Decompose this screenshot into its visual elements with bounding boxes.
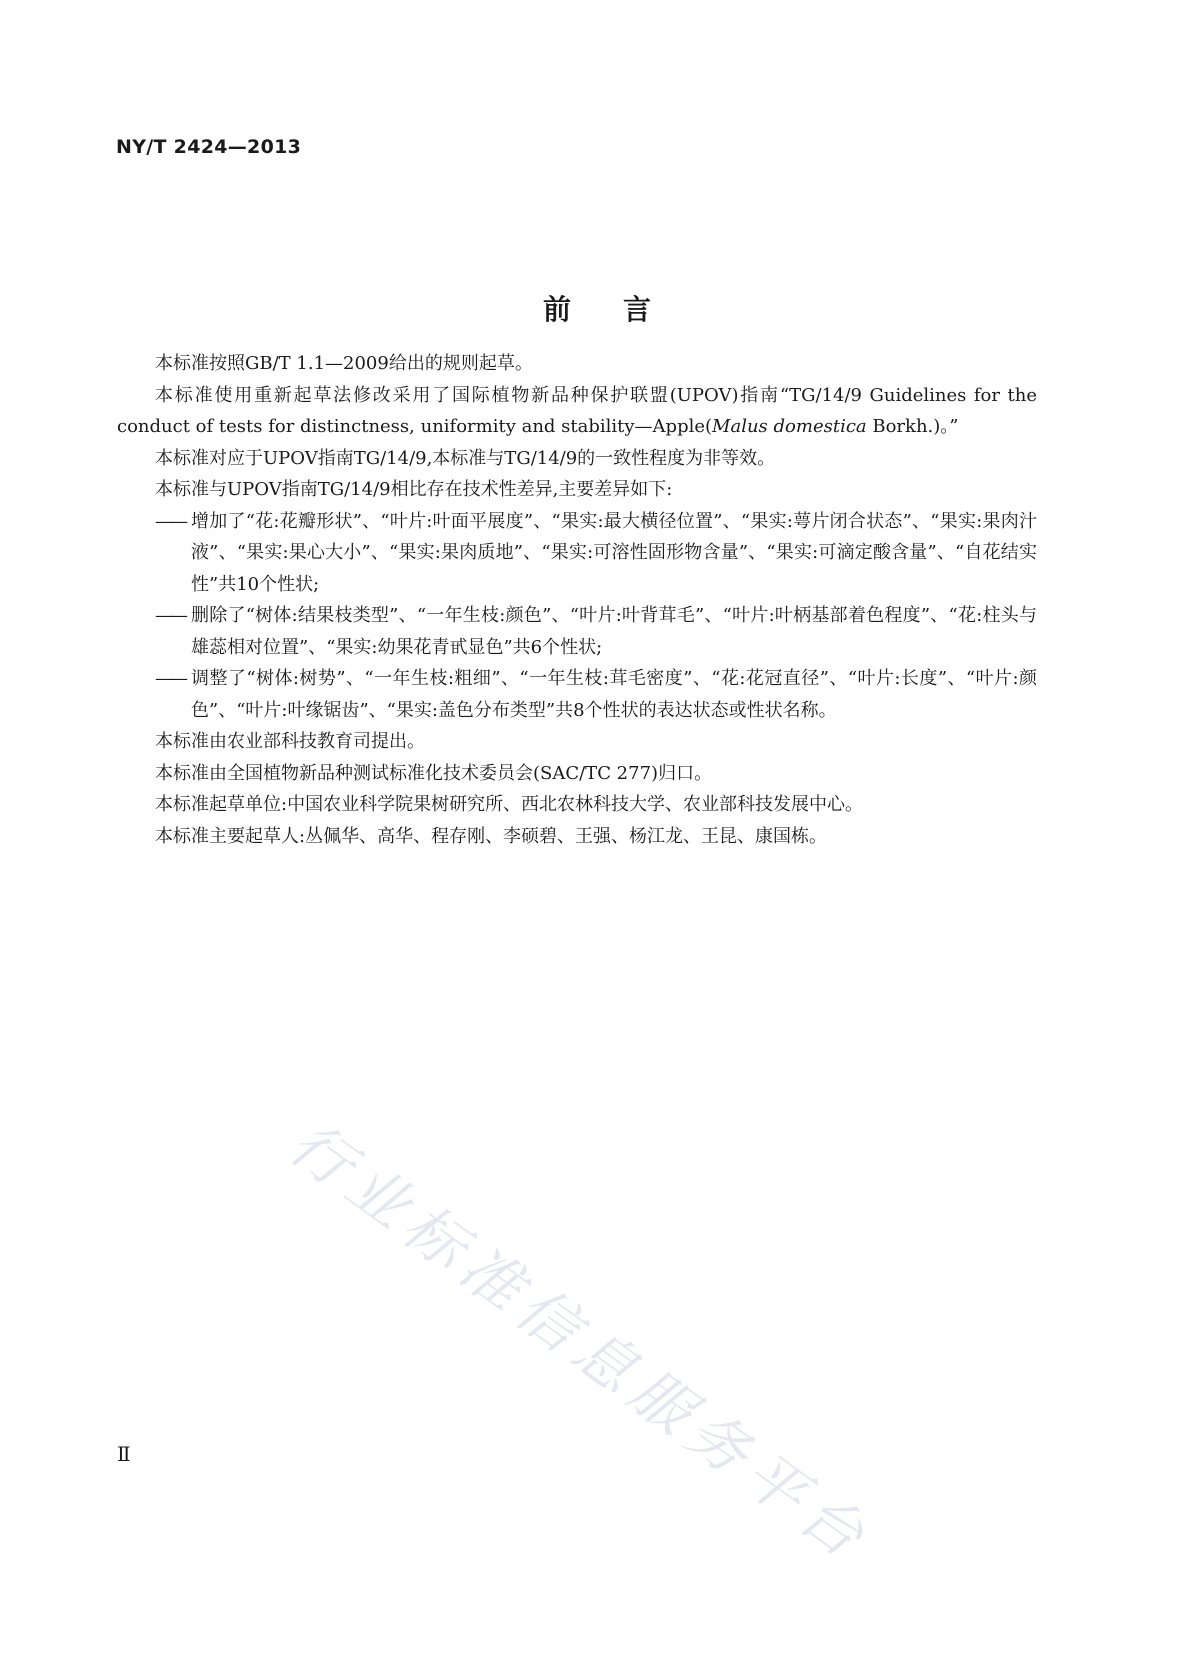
- dash-marker: ——: [155, 605, 185, 626]
- dash-marker: ——: [155, 510, 185, 532]
- standard-code: NY/T 2424—2013: [116, 136, 302, 158]
- watermark: 行业标准信息服务平台: [276, 1108, 884, 1577]
- list-item-text: 调整了“树体:树势”、“一年生枝:粗细”、“一年生枝:茸毛密度”、“花:花冠直径”、“叶片:长度”、“叶片:颜色”、“叶片:叶缘锯齿”、“果实:盖色分布类型”共8个性状的表达状态或性状名称。: [191, 668, 1037, 721]
- species-name: Malus domestica: [712, 416, 867, 437]
- upov-adoption-text-start: 本标准使用重新起草法修改采用了国际植物新品种保护联盟(UPOV)指南“TG/14/9 Guidelines for the conduct of tests for distinctness, uniformity and stability—Apple(: [117, 384, 1037, 437]
- paragraph-drafters: 本标准主要起草人:丛佩华、高华、程存刚、李硕碧、王强、杨江龙、王昆、康国栋。: [155, 825, 828, 847]
- page-title: 前言: [542, 293, 703, 326]
- paragraph-committee: 本标准由全国植物新品种测试标准化技术委员会(SAC/TC 277)归口。: [155, 762, 713, 784]
- page-number: Ⅱ: [117, 1442, 131, 1466]
- foreword-body: [117, 348, 1037, 852]
- paragraph-consistency: 本标准对应于UPOV指南TG/14/9,本标准与TG/14/9的一致性程度为非等效。: [155, 447, 776, 469]
- paragraph-upov-adoption: [117, 380, 1037, 443]
- paragraph-drafting-rules: 本标准按照GB/T 1.1—2009给出的规则起草。: [155, 353, 533, 374]
- paragraph-differences-intro: 本标准与UPOV指南TG/14/9相比存在技术性差异,主要差异如下:: [155, 479, 673, 500]
- list-item-added: [117, 506, 1037, 601]
- list-item-adjusted: [117, 663, 1037, 726]
- paragraph-drafting-units: 本标准起草单位:中国农业科学院果树研究所、西北农林科技大学、农业部科技发展中心。: [155, 794, 864, 815]
- paragraph-proposer: 本标准由农业部科技教育司提出。: [155, 731, 425, 752]
- upov-adoption-text-end: Borkh.)。”: [866, 416, 959, 437]
- dash-marker: ——: [155, 668, 185, 689]
- list-item-text: 增加了“花:花瓣形状”、“叶片:叶面平展度”、“果实:最大横径位置”、“果实:萼片闭合状态”、“果实:果肉汁液”、“果实:果心大小”、“果实:果肉质地”、“果实:可溶性固形物含量”、“果实:可滴定酸含量”、“自花结实性”共10个性状;: [191, 510, 1037, 595]
- list-item-deleted: [117, 600, 1037, 663]
- list-item-text: 删除了“树体:结果枝类型”、“一年生枝:颜色”、“叶片:叶背茸毛”、“叶片:叶柄基部着色程度”、“花:柱头与雄蕊相对位置”、“果实:幼果花青甙显色”共6个性状;: [191, 605, 1037, 658]
